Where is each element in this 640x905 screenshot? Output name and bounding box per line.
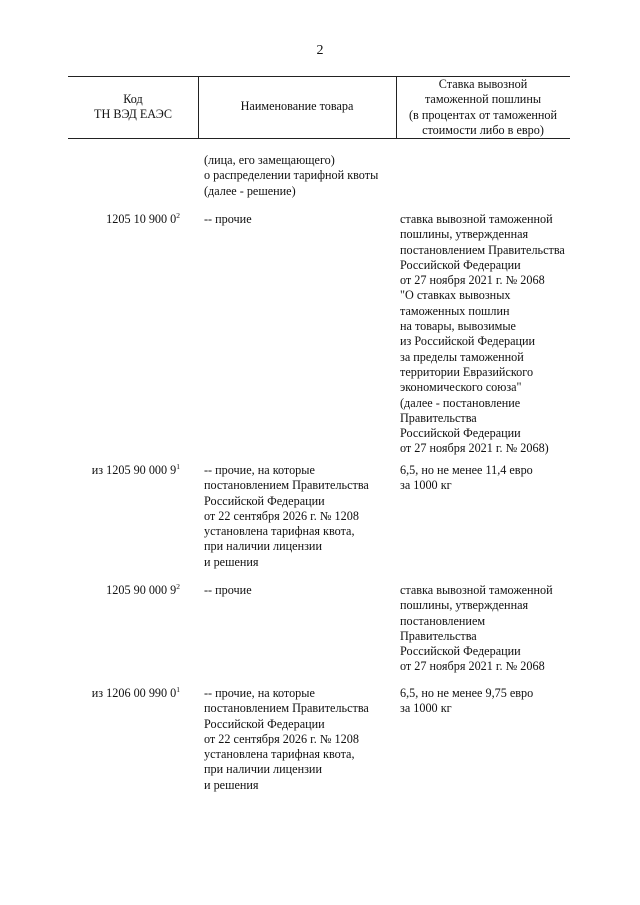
row-3-code: 1205 90 000 $9^2$	[106, 582, 180, 597]
row-4-rate: 6,5, но не менее 9,75 евро за 1000 кг	[400, 686, 534, 716]
row-2-code: из 1205 90 000 $9^1$	[91, 462, 180, 477]
header-code: Код ТН ВЭД ЕАЭС	[94, 92, 172, 122]
page-number: 2	[316, 43, 324, 58]
row-0-name: (лица, его замещающего) о распределении тарифной квоты (далее - решение)	[204, 153, 379, 198]
header-rate: Ставка вывозной таможенной пошлины (в процентах от таможенной стоимости либо в евро)	[408, 77, 558, 137]
row-4-code: из 1206 00 990 $0^1$	[91, 685, 180, 700]
row-1-rate: ставка вывозной таможенной пошлины, утвержденная постановлением Правительства Российской Федерации от 27 ноября 2021 г. № 2068 "О ставках вывозных таможенных пошлин на товары, вывозимые из Российской Федерации за пределы таможенной территории Евразийского экономического союза" (далее - постановление Правительства Российской Федерации от 27 ноября 2021 г. № 2068)	[400, 212, 565, 456]
footnote-marker: 2	[176, 211, 180, 220]
row-3-rate: ставка вывозной таможенной пошлины, утвержденная постановлением Правительства Российской Федерации от 27 ноября 2021 г. № 2068	[400, 583, 553, 674]
footnote-marker: 2	[176, 582, 180, 591]
row-1-name: -- прочие	[204, 212, 252, 226]
row-1-code: 1205 10 900 $0^2$	[106, 211, 180, 226]
row-2-name: -- прочие, на которые постановлением Правительства Российской Федерации от 22 сентября 2026 г. № 1208 установлена тарифная квота, при наличии лицензии и решения	[204, 463, 369, 569]
row-4-name: -- прочие, на которые постановлением Правительства Российской Федерации от 22 сентября 2026 г. № 1208 установлена тарифная квота, при наличии лицензии и решения	[204, 686, 369, 792]
header-name: Наименование товара	[240, 99, 354, 113]
row-2-rate: 6,5, но не менее 11,4 евро за 1000 кг	[400, 463, 533, 493]
footnote-marker: 1	[176, 685, 180, 694]
footnote-marker: 1	[176, 462, 180, 471]
row-3-name: -- прочие	[204, 583, 252, 597]
